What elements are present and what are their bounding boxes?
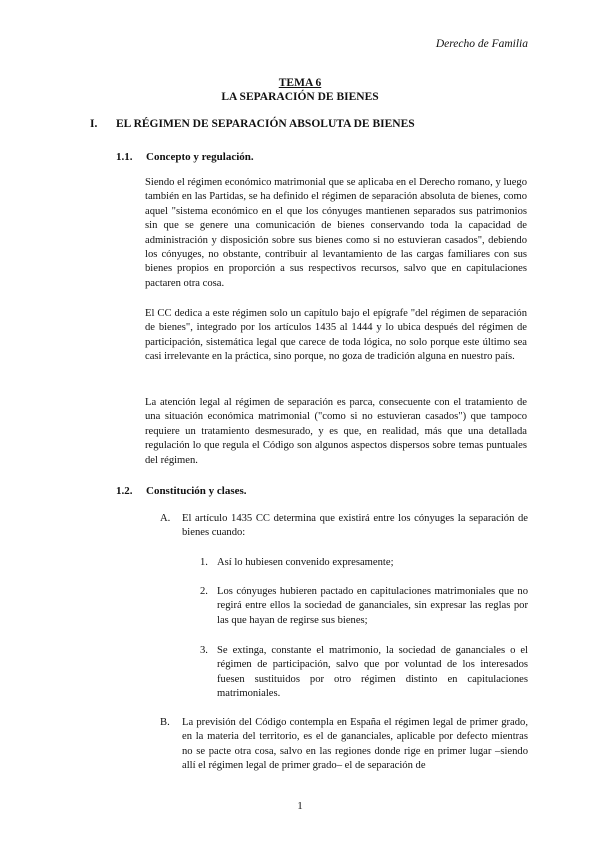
subsection-heading-2 [116,485,247,497]
list-marker: 2. [200,586,208,597]
section-number: I. [90,118,98,130]
numbered-item [200,585,528,628]
list-item-text: La previsión del Código contempla en España el régimen legal de primer grado, en la materia del territorio, es el de gananciales, aplicable por defecto mientras no se pacte otra cosa, salvo en las regiones donde rige en primer lugar –siendo allí el régimen legal de primer grado– el de separación de [182,717,528,772]
paragraph: El CC dedica a este régimen solo un capítulo bajo el epígrafe "del régimen de separación de bienes", integrado por los artículos 1435 al 1444 y lo ubica después del régimen de participación, sistemática legal que carece de toda lógica, no solo porque este último sea casi irrelevante en la práctica, sino porque, no goza de tradición alguna en nuestro país. [145,308,527,363]
section-heading [90,118,415,130]
subsection-number: 1.2. [116,485,133,497]
subsection-title: Concepto y regulación. [146,151,254,163]
numbered-item [200,644,528,702]
list-marker: 3. [200,645,208,656]
list-marker: A. [160,513,171,524]
numbered-item [200,556,528,570]
list-item-text: El artículo 1435 CC determina que existirá entre los cónyuges la separación de bienes cuando: [182,513,528,539]
subsection-heading-1 [116,151,254,163]
paragraph: La atención legal al régimen de separación es parca, consecuente con el tratamiento de una situación económica matrimonial ("como si no estuvieran casados") que tampoco requiere un tratamiento desmesurado, y es que, en realidad, más que una detallada regulación lo que regula el Código son algunos aspectos dispersos sobre temas puntuales del régimen. [145,397,527,466]
page-number: 1 [297,800,303,812]
list-item-text: Los cónyuges hubieren pactado en capitulaciones matrimoniales que no regirá entre ellos la sociedad de gananciales, sin expresar las reglas por las que hayan de regirse sus bienes; [217,586,528,626]
list-item [160,716,528,774]
subsection-title: Constitución y clases. [146,485,247,497]
list-marker: B. [160,717,170,728]
topic-number: TEMA 6 [278,77,322,89]
section-title: EL RÉGIMEN DE SEPARACIÓN ABSOLUTA DE BIENES [116,118,415,130]
list-item-text: Así lo hubiesen convenido expresamente; [217,557,394,568]
paragraph: Siendo el régimen económico matrimonial que se aplicaba en el Derecho romano, y luego también en las Partidas, se ha definido el régimen de separación absoluta de bienes, como aquel "sistema económico en el que los cónyuges mantienen separados sus patrimonios sin que se genere una comunicación de bienes conservando toda la capacidad de administración y disposición sobre sus bienes como si no estuvieran casados", debiendo los cónyuges, no obstante, contribuir al levantamiento de las cargas familiares con sus bienes propios en proporción a sus respectivos recursos, salvo que en capitulaciones pactaren otra cosa. [145,177,527,289]
list-item [160,512,528,541]
list-item-text: Se extinga, constante el matrimonio, la sociedad de gananciales o el régimen de participación, salvo que por voluntad de los interesados fuesen sustituidos por otro régimen distinto en capitulaciones matrimoniales. [217,645,528,700]
subsection-number: 1.1. [116,151,133,163]
page-title [0,76,600,104]
topic-title: LA SEPARACIÓN DE BIENES [221,91,379,103]
running-header: Derecho de Familia [435,38,528,50]
list-marker: 1. [200,557,208,568]
